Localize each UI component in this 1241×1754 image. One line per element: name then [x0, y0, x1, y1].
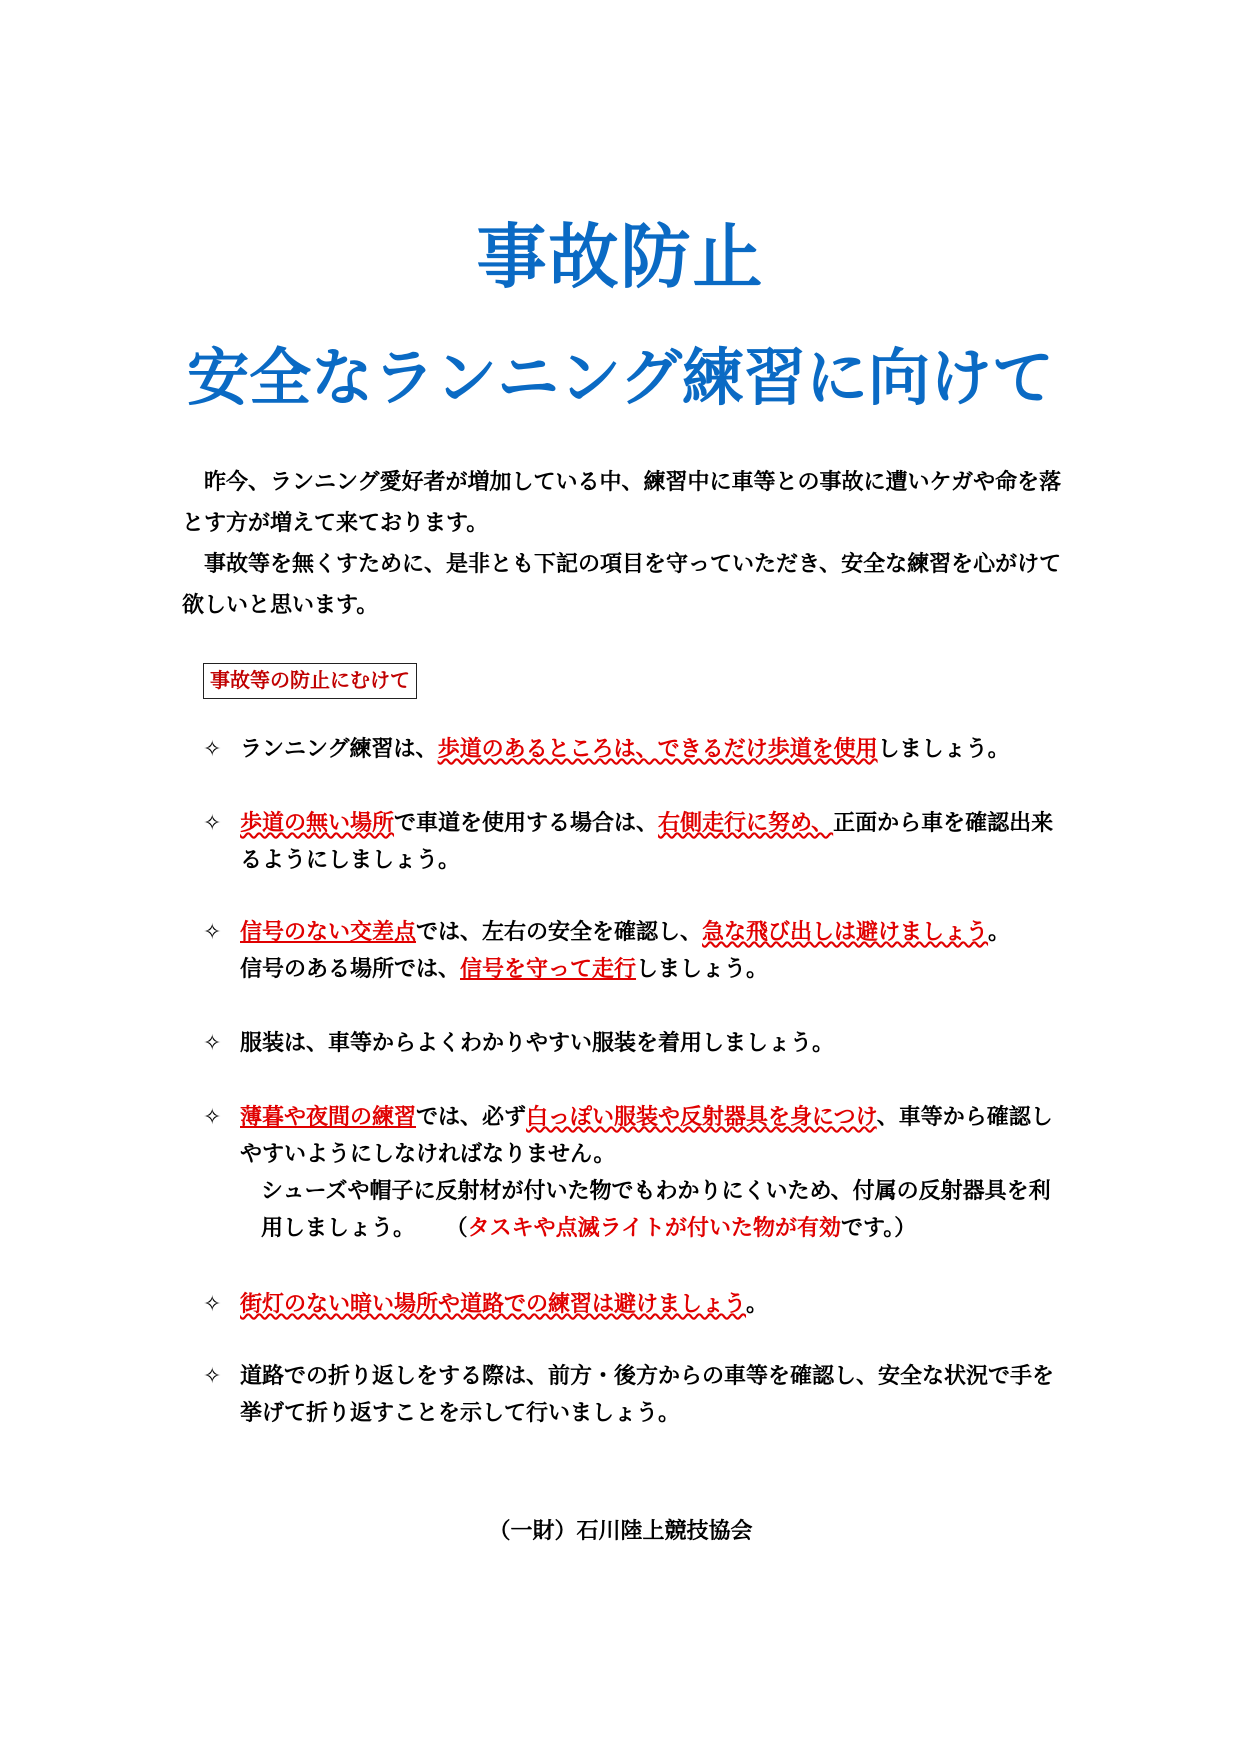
- sparkle-icon: ✧: [203, 737, 222, 762]
- item-text: 。: [746, 1292, 769, 1317]
- list-item: [203, 914, 1063, 988]
- item-text: 正面から車を確認出来るようにしましょう。: [240, 811, 1054, 873]
- item-highlight: 信号を守って走行: [460, 957, 637, 982]
- item-text: シューズや帽子に反射材が付いた物でもわかりにくいため、付属の反射器具を利用しましょう。: [261, 1179, 1051, 1241]
- list-item-text: 服装は、車等からよくわかりやすい服装を着用しましょう。: [240, 1031, 835, 1056]
- item-highlight: タスキや点滅ライトが付いた物が有効: [467, 1216, 842, 1241]
- list-item-text: [240, 914, 1063, 988]
- item-highlight: 街灯のない暗い場所や道路での練習は避けましょう: [240, 1292, 747, 1317]
- item-highlight: 歩道の無い場所: [240, 811, 395, 836]
- item-highlight: 急な飛び出しは避けましょう: [702, 920, 989, 945]
- page-subtitle: 安全なランニング練習に向けて: [187, 341, 1054, 414]
- list-item-note: [261, 1173, 1063, 1247]
- item-highlight: 右側走行に努め、: [658, 811, 834, 836]
- item-text: 信号のある場所では、: [240, 957, 461, 982]
- item-text: です。）: [841, 1216, 917, 1241]
- item-highlight: 白っぽい服装や反射器具を身につけ: [526, 1105, 877, 1130]
- item-text: では、左右の安全を確認し、: [416, 920, 703, 945]
- item-text: 。: [988, 920, 1011, 945]
- list-item-text: [240, 731, 1063, 768]
- intro-text: [182, 462, 1062, 626]
- list-item: [203, 1099, 1063, 1247]
- item-text: で車道を使用する場合は、: [394, 811, 659, 836]
- sparkle-icon: ✧: [203, 1364, 222, 1389]
- list-item-text: [240, 805, 1063, 879]
- item-highlight: 薄暮や夜間の練習: [240, 1105, 417, 1130]
- organization-name: （一財）石川陸上競技協会: [488, 1519, 753, 1544]
- list-item-text: 道路での折り返しをする際は、前方・後方からの車等を確認し、安全な状況で手を挙げて折り返すことを示して行いましょう。: [240, 1364, 1055, 1426]
- list-item: [203, 731, 1063, 768]
- sparkle-icon: ✧: [203, 1292, 222, 1317]
- page-title: 事故防止: [476, 216, 765, 298]
- item-text: では、必ず: [416, 1105, 527, 1130]
- item-text: ランニング練習は、: [240, 737, 438, 762]
- item-highlight: 信号のない交差点: [240, 920, 417, 945]
- sparkle-icon: ✧: [203, 1105, 222, 1130]
- list-item: [203, 1025, 1063, 1062]
- list-item: [203, 1358, 1063, 1432]
- sparkle-icon: ✧: [203, 920, 222, 945]
- list-item: [203, 1286, 1063, 1323]
- item-text: しましょう。: [636, 957, 769, 982]
- list-item: [203, 805, 1063, 879]
- item-highlight: 歩道のあるところは、できるだけ歩道を使用: [437, 737, 878, 762]
- item-text: しましょう。: [877, 737, 1010, 762]
- section-heading: 事故等の防止にむけて: [203, 663, 417, 699]
- intro-paragraph-2: 事故等を無くすために、是非とも下記の項目を守っていただき、安全な練習を心がけて欲しいと思います。: [182, 552, 1062, 618]
- intro-paragraph-1: 昨今、ランニング愛好者が増加している中、練習中に車等との事故に遭いケガや命を落とす方が増えて来ております。: [182, 470, 1062, 536]
- item-text: （: [445, 1216, 468, 1241]
- item-text: 、車等から確認しやすいようにしなければなりません。: [240, 1105, 1053, 1167]
- sparkle-icon: ✧: [203, 1031, 222, 1056]
- list-item-text: [240, 1099, 1063, 1173]
- list-item-text: [240, 1286, 1063, 1323]
- sparkle-icon: ✧: [203, 811, 222, 836]
